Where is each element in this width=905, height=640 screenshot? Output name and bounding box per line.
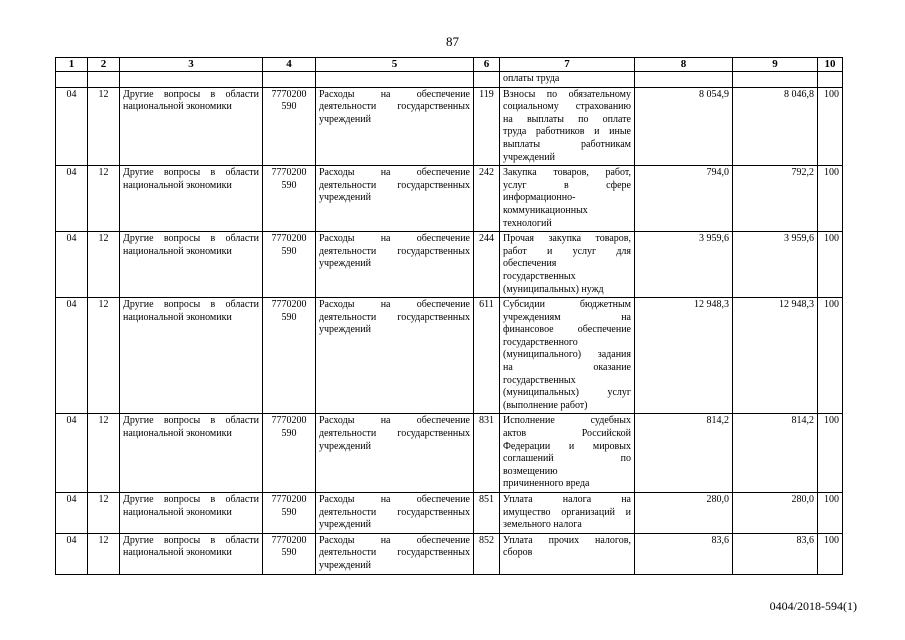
expense-type-name-line: труда работников и иные — [503, 126, 631, 138]
expense-type-name-line: Закупка товаров, работ, — [503, 167, 631, 179]
article-name — [316, 414, 474, 493]
subsection-code: 12 — [88, 533, 120, 574]
article-name-line: деятельности государственных — [319, 311, 470, 323]
section-code: 04 — [56, 414, 88, 493]
subsection-name-line: национальной экономики — [123, 547, 232, 559]
article-name — [316, 166, 474, 232]
expense-type-name-line: финансовое обеспечение — [503, 324, 631, 336]
executed-amount: 8 046,8 — [733, 87, 818, 166]
execution-percent: 100 — [818, 166, 843, 232]
expense-type-name — [500, 87, 635, 166]
expense-type-name-line: государственных — [503, 374, 576, 386]
col-header-3: 3 — [120, 58, 263, 72]
expense-type-code: 852 — [474, 533, 500, 574]
subsection-name-line: национальной экономики — [123, 101, 232, 113]
execution-percent: 100 — [818, 87, 843, 166]
executed-amount: 792,2 — [733, 166, 818, 232]
expense-type-name-line: технологий — [503, 217, 552, 229]
col-header-5: 5 — [316, 58, 474, 72]
table-row — [56, 87, 843, 166]
article-name-line: Расходы на обеспечение — [319, 415, 470, 427]
article-name-line: деятельности государственных — [319, 101, 470, 113]
expense-type-name — [500, 414, 635, 493]
continuation-text: оплаты труда — [500, 72, 635, 88]
execution-percent: 100 — [818, 414, 843, 493]
document-code: 0404/2018-594(1) — [769, 599, 857, 613]
executed-amount: 280,0 — [733, 493, 818, 534]
expense-type-name-line: Прочая закупка товаров, — [503, 233, 631, 245]
section-code: 04 — [56, 533, 88, 574]
article-name-line: деятельности государственных — [319, 506, 470, 518]
target-article — [263, 166, 316, 232]
expense-type-name-line: Субсидии бюджетным — [503, 299, 631, 311]
execution-percent: 100 — [818, 298, 843, 414]
article-name-line: учреждений — [319, 258, 371, 270]
article-name-line: Расходы на обеспечение — [319, 233, 470, 245]
expense-type-code: 611 — [474, 298, 500, 414]
subsection-name-line: Другие вопросы в области — [123, 299, 259, 311]
col-header-2: 2 — [88, 58, 120, 72]
article-name-line: деятельности государственных — [319, 179, 470, 191]
article-name — [316, 533, 474, 574]
target-article-line: 590 — [281, 101, 297, 113]
article-name-line: учреждений — [319, 192, 371, 204]
subsection-name — [120, 232, 263, 298]
subsection-name-line: национальной экономики — [123, 428, 232, 440]
expense-type-name-line: обеспечения — [503, 258, 557, 270]
col-header-4: 4 — [263, 58, 316, 72]
article-name — [316, 87, 474, 166]
expense-type-name-line: Исполнение судебных — [503, 415, 631, 427]
col-header-8: 8 — [635, 58, 733, 72]
expense-type-name-line: на выплаты по оплате — [503, 113, 631, 125]
executed-amount: 12 948,3 — [733, 298, 818, 414]
expense-type-name-line: возмещению — [503, 465, 558, 477]
article-name-line: Расходы на обеспечение — [319, 494, 470, 505]
target-article — [263, 533, 316, 574]
expense-type-code: 119 — [474, 87, 500, 166]
target-article-line: 7770200 — [271, 233, 307, 245]
section-code: 04 — [56, 298, 88, 414]
section-code: 04 — [56, 493, 88, 534]
col-header-6: 6 — [474, 58, 500, 72]
article-name-line: учреждений — [319, 113, 371, 125]
expense-type-name-line: информационно- — [503, 192, 576, 204]
subsection-name — [120, 533, 263, 574]
continuation-row — [56, 72, 843, 88]
header-row — [56, 58, 843, 72]
expense-type-name-line: Взносы по обязательному — [503, 88, 631, 100]
subsection-code: 12 — [88, 166, 120, 232]
article-name-line: учреждений — [319, 324, 371, 336]
section-code: 04 — [56, 232, 88, 298]
execution-percent: 100 — [818, 533, 843, 574]
expense-type-name — [500, 298, 635, 414]
section-code: 04 — [56, 166, 88, 232]
expense-type-name-line: государственного — [503, 336, 578, 348]
subsection-name-line: Другие вопросы в области — [123, 415, 259, 427]
article-name — [316, 493, 474, 534]
target-article-line: 590 — [281, 428, 297, 440]
subsection-name-line: Другие вопросы в области — [123, 534, 259, 546]
article-name-line: учреждений — [319, 559, 371, 571]
target-article — [263, 414, 316, 493]
subsection-name-line: Другие вопросы в области — [123, 494, 259, 505]
subsection-name — [120, 87, 263, 166]
target-article-line: 7770200 — [271, 415, 307, 427]
expense-type-code: 831 — [474, 414, 500, 493]
subsection-name — [120, 493, 263, 534]
article-name-line: учреждений — [319, 440, 371, 452]
subsection-code: 12 — [88, 298, 120, 414]
expense-type-name-line: имущество организаций и — [503, 506, 631, 518]
expense-type-name-line: социальному страхованию — [503, 101, 631, 113]
planned-amount: 8 054,9 — [635, 87, 733, 166]
article-name-line: Расходы на обеспечение — [319, 534, 470, 546]
target-article-line: 7770200 — [271, 494, 307, 505]
col-header-10: 10 — [818, 58, 843, 72]
table-row — [56, 493, 843, 534]
expense-type-name-line: Уплата прочих налогов, — [503, 534, 631, 546]
target-article-line: 590 — [281, 311, 297, 323]
subsection-name — [120, 298, 263, 414]
table-row — [56, 232, 843, 298]
expense-type-name-line: Уплата налога на — [503, 494, 631, 505]
expense-type-name-line: причиненного вреда — [503, 478, 590, 490]
planned-amount: 12 948,3 — [635, 298, 733, 414]
expense-type-name-line: сборов — [503, 547, 533, 559]
article-name-line: деятельности государственных — [319, 547, 470, 559]
expense-type-code: 851 — [474, 493, 500, 534]
subsection-name-line: национальной экономики — [123, 179, 232, 191]
expense-type-name-line: (муниципального) задания — [503, 349, 631, 361]
expense-type-name-line: соглашений по — [503, 453, 631, 465]
planned-amount: 280,0 — [635, 493, 733, 534]
table-row — [56, 298, 843, 414]
subsection-name — [120, 166, 263, 232]
expense-type-code: 244 — [474, 232, 500, 298]
article-name — [316, 298, 474, 414]
target-article-line: 590 — [281, 547, 297, 559]
subsection-name — [120, 414, 263, 493]
planned-amount: 3 959,6 — [635, 232, 733, 298]
target-article — [263, 87, 316, 166]
subsection-code: 12 — [88, 232, 120, 298]
col-header-9: 9 — [733, 58, 818, 72]
execution-percent: 100 — [818, 232, 843, 298]
target-article — [263, 493, 316, 534]
target-article-line: 590 — [281, 245, 297, 257]
article-name-line: Расходы на обеспечение — [319, 167, 470, 179]
executed-amount: 814,2 — [733, 414, 818, 493]
article-name-line: Расходы на обеспечение — [319, 299, 470, 311]
expense-type-name-line: (выполнение работ) — [503, 399, 588, 411]
expense-type-name — [500, 232, 635, 298]
target-article-line: 7770200 — [271, 167, 307, 179]
subsection-name-line: национальной экономики — [123, 506, 232, 518]
expense-type-name-line: учреждениям на — [503, 311, 631, 323]
section-code: 04 — [56, 87, 88, 166]
subsection-name-line: Другие вопросы в области — [123, 88, 259, 100]
expense-type-name-line: (муниципальных) услуг — [503, 387, 631, 399]
article-name-line: деятельности государственных — [319, 245, 470, 257]
expense-type-name-line: Федерации и мировых — [503, 440, 631, 452]
subsection-code: 12 — [88, 414, 120, 493]
executed-amount: 3 959,6 — [733, 232, 818, 298]
expense-type-name-line: земельного налога — [503, 519, 582, 531]
expense-type-name-line: на оказание — [503, 362, 631, 374]
subsection-code: 12 — [88, 87, 120, 166]
execution-percent: 100 — [818, 493, 843, 534]
target-article — [263, 298, 316, 414]
expense-type-name-line: выплаты работникам — [503, 138, 631, 150]
expense-type-name-line: государственных — [503, 270, 576, 282]
planned-amount: 814,2 — [635, 414, 733, 493]
subsection-code: 12 — [88, 493, 120, 534]
col-header-7: 7 — [500, 58, 635, 72]
table-row — [56, 166, 843, 232]
budget-table — [55, 57, 843, 575]
expense-type-code: 242 — [474, 166, 500, 232]
target-article-line: 590 — [281, 179, 297, 191]
executed-amount: 83,6 — [733, 533, 818, 574]
expense-type-name-line: работ и услуг для — [503, 245, 631, 257]
expense-type-name-line: актов Российской — [503, 428, 631, 440]
target-article — [263, 232, 316, 298]
table-row — [56, 414, 843, 493]
article-name-line: Расходы на обеспечение — [319, 88, 470, 100]
article-name-line: учреждений — [319, 519, 371, 531]
expense-type-name-line: (муниципальных) нужд — [503, 283, 604, 295]
subsection-name-line: национальной экономики — [123, 245, 232, 257]
page-number: 87 — [446, 34, 459, 49]
expense-type-name-line: коммуникационных — [503, 204, 588, 216]
article-name-line: деятельности государственных — [319, 428, 470, 440]
target-article-line: 590 — [281, 506, 297, 518]
target-article-line: 7770200 — [271, 299, 307, 311]
target-article-line: 7770200 — [271, 88, 307, 100]
subsection-name-line: национальной экономики — [123, 311, 232, 323]
planned-amount: 794,0 — [635, 166, 733, 232]
expense-type-name-line: услуг в сфере — [503, 179, 631, 191]
planned-amount: 83,6 — [635, 533, 733, 574]
table-row — [56, 533, 843, 574]
expense-type-name — [500, 533, 635, 574]
subsection-name-line: Другие вопросы в области — [123, 167, 259, 179]
subsection-name-line: Другие вопросы в области — [123, 233, 259, 245]
expense-type-name — [500, 166, 635, 232]
expense-type-name — [500, 493, 635, 534]
article-name — [316, 232, 474, 298]
target-article-line: 7770200 — [271, 534, 307, 546]
expense-type-name-line: учреждений — [503, 151, 555, 163]
col-header-1: 1 — [56, 58, 88, 72]
